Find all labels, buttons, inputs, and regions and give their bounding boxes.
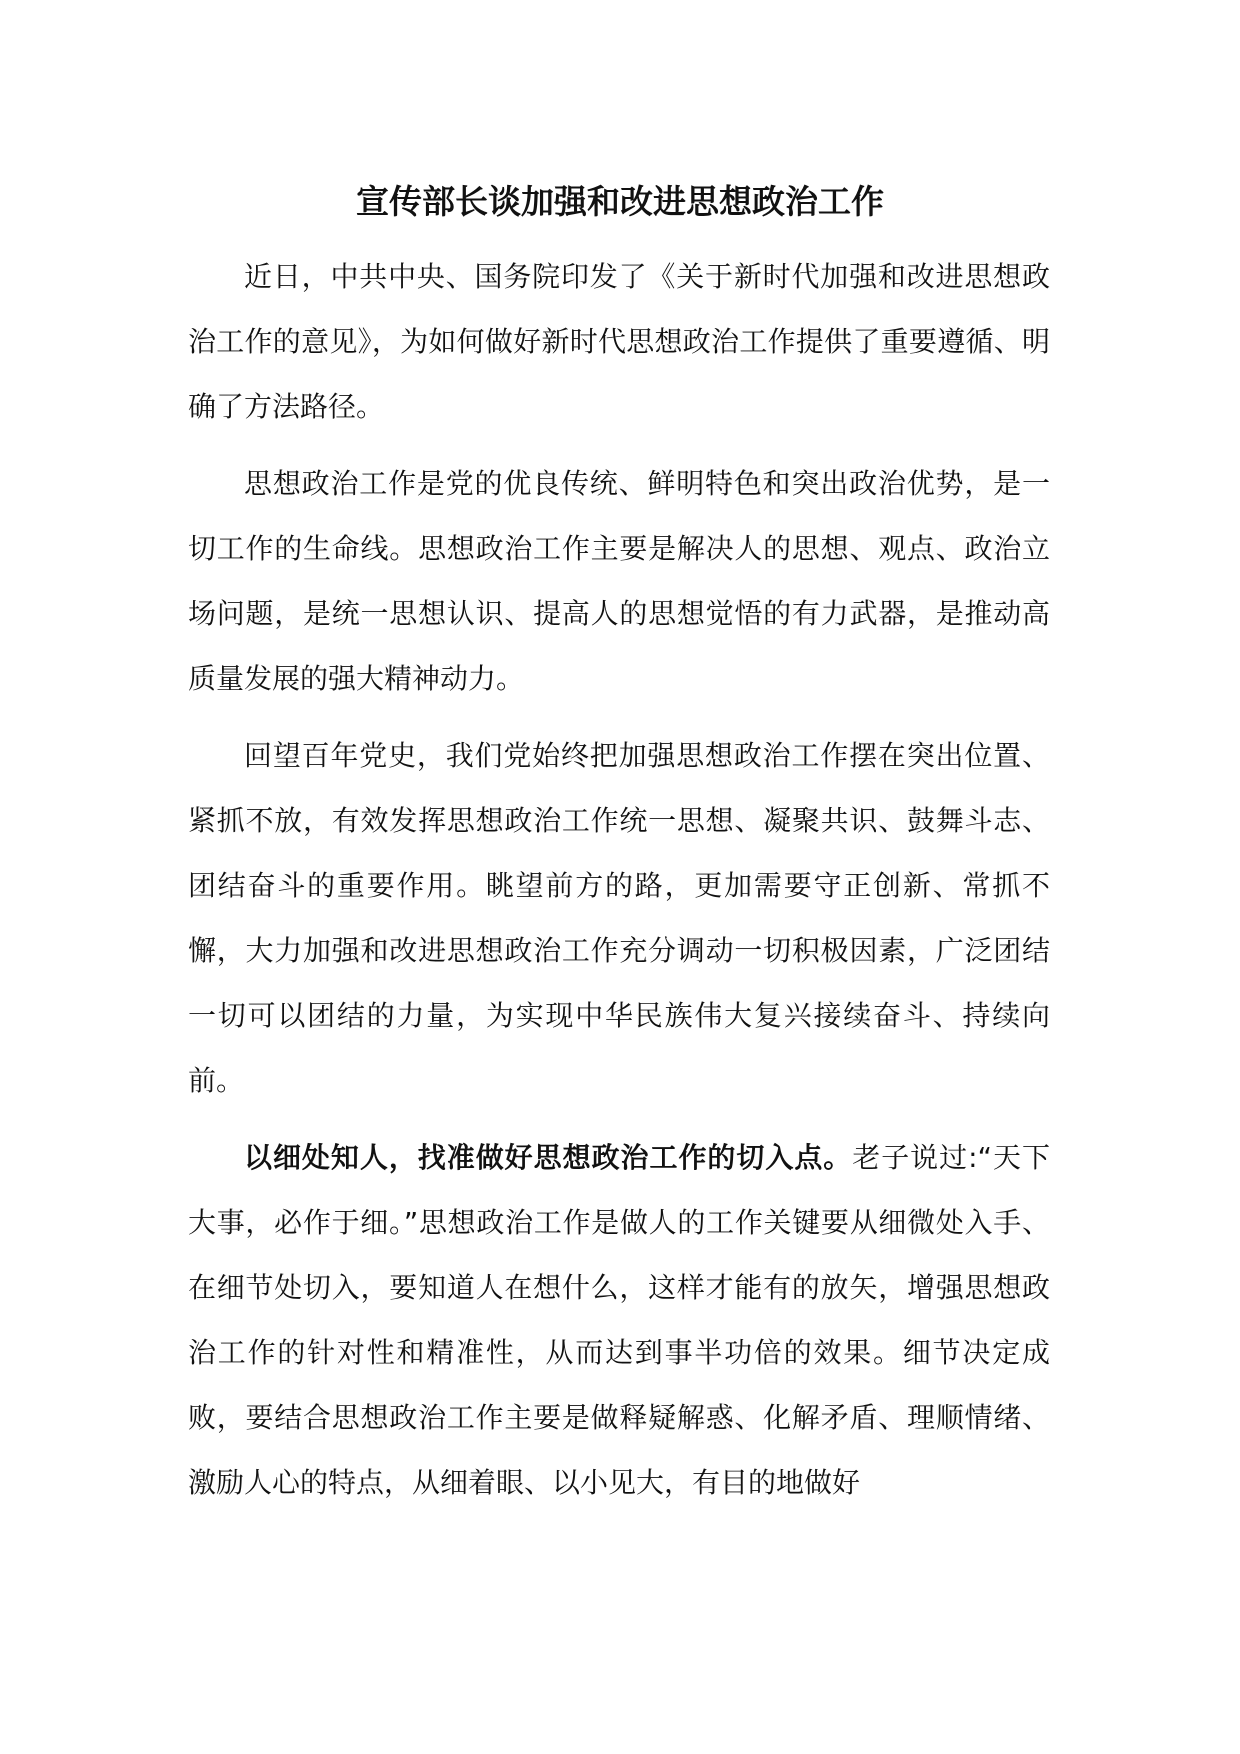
- paragraph-2-text: 思想政治工作是党的优良传统、鲜明特色和突出政治优势，是一切工作的生命线。思想政治工作主要是解决人的思想、观点、政治立场问题，是统一思想认识、提高人的思想觉悟的有力武器，是推动高质量发展的强大精神动力。: [188, 467, 1050, 695]
- paragraph-1-text: 近日，中共中央、国务院印发了《关于新时代加强和改进思想政治工作的意见》，为如何做好新时代思想政治工作提供了重要遵循、明确了方法路径。: [188, 260, 1050, 423]
- document-title: 宣传部长谈加强和改进思想政治工作: [356, 182, 884, 221]
- paragraph-4-lead: 以细处知人，找准做好思想政治工作的切入点。: [244, 1141, 853, 1174]
- paragraph-2: [188, 451, 1050, 711]
- paragraph-4-text: 老子说过:“天下大事，必作于细。”思想政治工作是做人的工作关键要从细微处入手、在细节处切入，要知道人在想什么，这样才能有的放矢，增强思想政治工作的针对性和精准性，从而达到事半功倍的效果。细节决定成败，要结合思想政治工作主要是做释疑解惑、化解矛盾、理顺情绪、激励人心的特点，从细着眼、以小见大，有目的地做好: [188, 1141, 1050, 1499]
- paragraph-3: [188, 723, 1050, 1113]
- paragraph-1: [188, 244, 1050, 439]
- document-body: [188, 244, 1050, 1527]
- paragraph-3-text: 回望百年党史，我们党始终把加强思想政治工作摆在突出位置、紧抓不放，有效发挥思想政治工作统一思想、凝聚共识、鼓舞斗志、团结奋斗的重要作用。眺望前方的路，更加需要守正创新、常抓不懈，大力加强和改进思想政治工作充分调动一切积极因素，广泛团结一切可以团结的力量，为实现中华民族伟大复兴接续奋斗、持续向前。: [188, 739, 1050, 1097]
- paragraph-4: [188, 1125, 1050, 1515]
